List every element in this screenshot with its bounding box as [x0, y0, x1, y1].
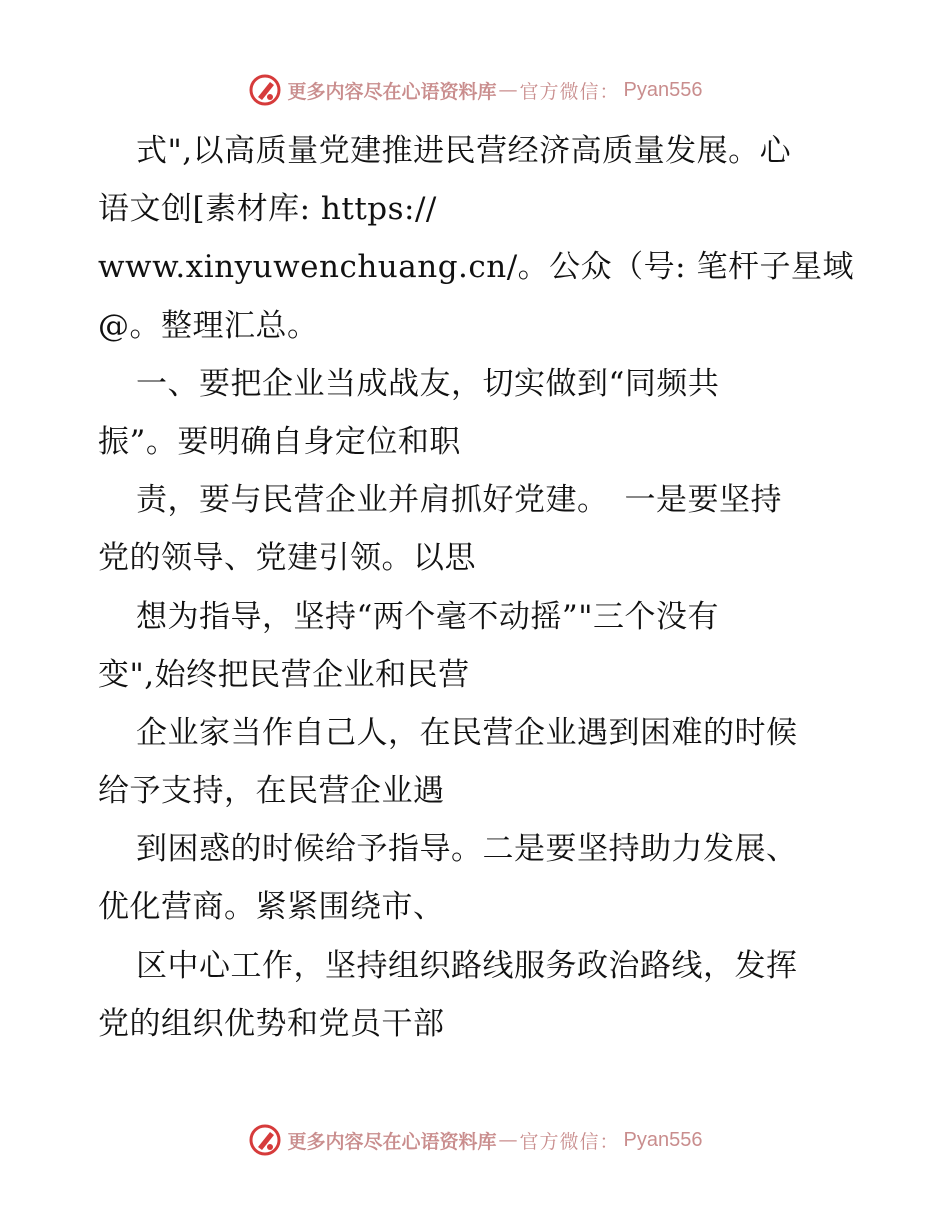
banner-wechat-label: 官方微信：: [519, 80, 620, 103]
banner-main-text: 更多内容尽在心语资料库: [287, 1130, 497, 1153]
body-line: 振”。要明确自身定位和职: [98, 423, 461, 460]
body-line: 式",以高质量党建推进民营经济高质量发展。心: [136, 133, 792, 169]
logo-icon: [248, 1123, 282, 1157]
body-line: 一、要把企业当成战友，切实做到“同频共: [136, 365, 720, 402]
banner-dash: —: [498, 79, 518, 101]
banner-main-text: 更多内容尽在心语资料库: [287, 80, 497, 103]
banner-wechat-id: Pyan556: [623, 1128, 703, 1151]
body-line: 党的领导、党建引领。以思: [98, 540, 476, 577]
banner-wechat-id: Pyan556: [623, 78, 703, 101]
document-body: [98, 122, 868, 1053]
banner-dash: —: [498, 1129, 518, 1151]
body-line: 想为指导，坚持“两个毫不动摇”"三个没有: [136, 598, 719, 635]
footer-banner: [0, 1120, 950, 1160]
body-line: www.xinyuwenchuang.cn/。公众（号: 笔杆子星域: [98, 249, 854, 286]
logo-icon: [248, 73, 282, 107]
body-line: 企业家当作自己人，在民营企业遇到困难的时候: [136, 714, 798, 751]
body-line: 优化营商。紧紧围绕市、: [98, 889, 445, 926]
banner-wechat-label: 官方微信：: [519, 1130, 620, 1153]
body-line: 到困惑的时候给予指导。二是要坚持助力发展、: [136, 831, 798, 868]
body-line: 给予支持，在民营企业遇: [98, 773, 445, 810]
body-line: 语文创[素材库: https://: [98, 191, 437, 228]
body-line: 变",始终把民营企业和民营: [98, 656, 470, 693]
body-line: @。整理汇总。: [98, 307, 319, 344]
body-line: 区中心工作，坚持组织路线服务政治路线，发挥: [136, 947, 798, 984]
body-line: 责，要与民营企业并肩抓好党建。 一是要坚持: [136, 482, 782, 519]
body-line: 党的组织优势和党员干部: [98, 1005, 445, 1042]
header-banner: [0, 70, 950, 110]
